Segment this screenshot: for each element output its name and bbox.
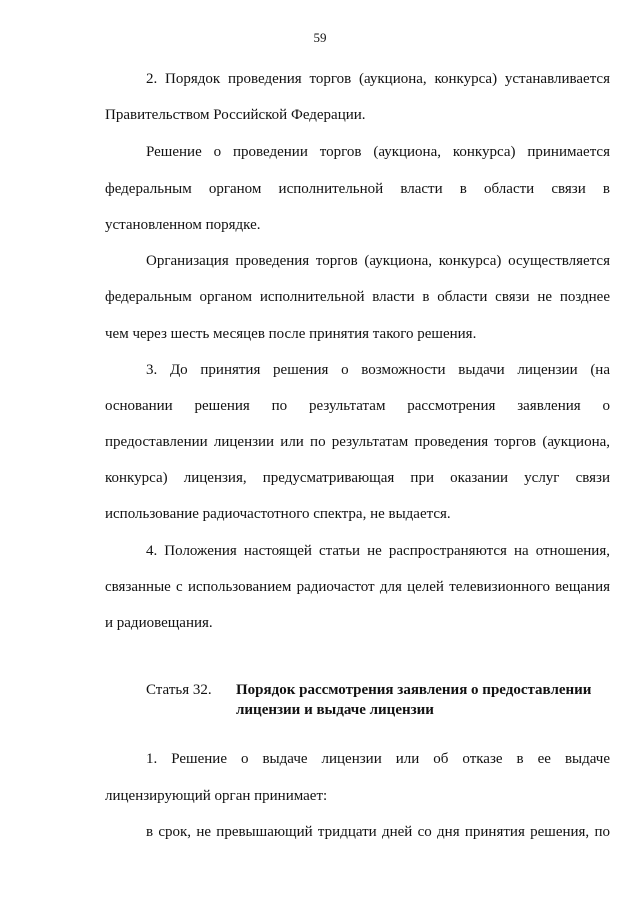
paragraph-line: 2. Порядок проведения торгов (аукциона, конкурса) устанавливается [146,71,610,87]
article-title-line: лицензии и выдаче лицензии [236,702,434,718]
paragraph-line: основании решения по результатам рассмотрения заявления о [105,398,610,414]
paragraph-line: 1. Решение о выдаче лицензии или об отказе в ее выдаче [146,751,610,767]
paragraph-line: связанные с использованием радиочастот для целей телевизионного вещания [105,579,610,595]
page-number: 59 [313,30,327,45]
paragraph-line: Правительством Российской Федерации. [105,107,366,123]
paragraph-line: установленном порядке. [105,217,261,233]
paragraph-line: Организация проведения торгов (аукциона, конкурса) осуществляется [146,253,610,269]
paragraph-line: федеральным органом исполнительной власти в области связи в [105,181,610,197]
paragraph-line: Решение о проведении торгов (аукциона, конкурса) принимается [146,144,610,160]
article-title [236,680,616,720]
paragraph-line: чем через шесть месяцев после принятия такого решения. [105,326,477,342]
paragraph-line: в срок, не превышающий тридцати дней со дня принятия решения, по [146,824,610,840]
paragraph-line: лицензирующий орган принимает: [105,788,328,804]
paragraph-line: и радиовещания. [105,615,213,631]
paragraph-line: конкурса) лицензия, предусматривающая при оказании услуг связи [105,470,610,486]
paragraph-line: использование радиочастотного спектра, не выдается. [105,506,451,522]
paragraph-line: предоставлении лицензии или по результатам проведения торгов (аукциона, [105,434,610,450]
paragraph-line: 4. Положения настоящей статьи не распространяются на отношения, [146,543,610,559]
article-title-line: Порядок рассмотрения заявления о предоставлении [236,682,592,698]
paragraph-line: федеральным органом исполнительной власти в области связи не позднее [105,289,610,305]
article-number: Статья 32. [146,682,212,698]
paragraph-line: 3. До принятия решения о возможности выдачи лицензии (на [146,362,610,378]
